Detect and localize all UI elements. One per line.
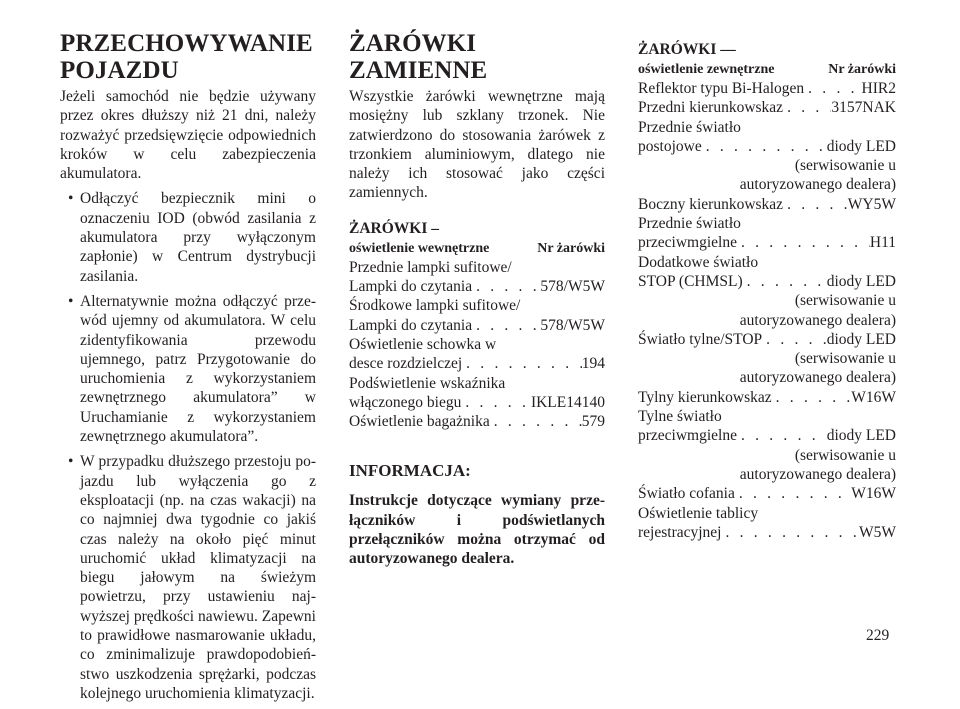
- bulbs-title: ŻARÓWKI ZAMIENNE: [349, 30, 488, 84]
- dot-leader: [472, 316, 540, 335]
- dot-leader: [772, 388, 852, 407]
- bullet-text: W przypadku dłuższego przestoju pojazdu lub wyłączenia go z eksploatacji (np. na czas wakacji) na co najmniej dwa tygodnie co jakiś czas należy na około pięć minut uruchomić układ klimatyzacji na biegu jałowym na świeżym powietrzu, przy ustawieniu najwyższej prędkości nawiewu. Zapewni to prawidłowe nasmarowanie układu, co zminimalizuje prawdopodobieństwo uszkodzenia sprężarki, podczas kolejnego uruchomienia klimatyzacji.: [80, 453, 316, 702]
- interior-table-header: [349, 240, 605, 258]
- table-row: [638, 426, 896, 445]
- bulb-number: 194: [581, 355, 605, 373]
- service-note: autoryzowanego dealera): [739, 465, 896, 483]
- entry-label: Przedni kierunkowskaz: [638, 99, 784, 117]
- interior-col-right: Nr żarówki: [537, 240, 605, 256]
- bullet-text: Odłączyć bezpiecznik mini o oznaczeniu IOD (obwód zasilania z akumulatora przy wyłączonym zapłonie) w Centrum dystrybucji zasilania.: [80, 190, 316, 285]
- list-item: [60, 189, 316, 285]
- bulb-number: diody LED: [826, 330, 896, 348]
- dot-leader: [783, 98, 831, 117]
- table-row: [638, 388, 896, 407]
- exterior-col-right: Nr żarówki: [828, 62, 896, 77]
- storage-title: PRZECHOWYWANIE POJAZDU: [60, 30, 313, 84]
- bullet-text: Alternatywnie można odłączyć przewód ujemny od akumulatora. W celu zidentyfikowania przewodu ujemnego, patrz Przygotowanie do uruchomienia z wykorzystaniem zewnętrznego akumulatora” w Uruchamianie z wykorzystaniem zewnętrznego akumulatora”.: [80, 292, 316, 446]
- entry-label-line: Przednie światło: [638, 118, 741, 136]
- entry-label-line: Oświetlenie tablicy: [638, 504, 759, 522]
- entry-label: Tylny kierunkowskaz: [638, 388, 772, 406]
- page-number: 229: [866, 627, 890, 644]
- bulb-number: HIR2: [861, 80, 896, 97]
- entry-label: Światło cofania: [638, 485, 735, 503]
- entry-label-line: Środkowe lampki sufitowe/: [349, 297, 521, 315]
- entry-label-line: Tylne światło: [638, 408, 722, 426]
- dot-leader: [472, 277, 540, 296]
- dot-leader: [804, 79, 861, 98]
- entry-label: rejestracyjnej: [638, 523, 722, 541]
- entry-label-line: Przednie lampki sufitowe/: [349, 258, 512, 276]
- dot-leader: [737, 426, 827, 445]
- bullet-icon: •: [68, 292, 74, 310]
- entry-label-line: Oświetlenie schowka w: [349, 335, 497, 353]
- exterior-col-left: oświetlenie zewnętrzne: [638, 62, 775, 77]
- table-row: [638, 330, 896, 349]
- info-text: Instrukcje dotyczące wymiany przełączników i podświetlanych przełączników można otrzymać od autoryzowanego dealera.: [349, 492, 605, 568]
- bulb-number: W5W: [858, 523, 896, 541]
- bulb-number: W16W: [851, 485, 896, 503]
- entry-label-line: Podświetlenie wskaźnika: [349, 374, 506, 392]
- exterior-bulbs-section: [638, 30, 896, 542]
- table-row: [349, 316, 605, 335]
- service-note: (serwisowanie u: [794, 157, 896, 175]
- bulb-number: WY5W: [847, 195, 896, 213]
- entry-label: postojowe: [638, 137, 702, 155]
- bulbs-intro: Wszystkie żarówki wewnętrzne mają mosiężny lub szklany trzonek. Nie zatwierdzono do stosowania żarówek z trzonkiem aluminiowym, dlatego nie należy ich stosować jako części zamiennych.: [349, 88, 605, 202]
- entry-label: przeciwmgielne: [638, 427, 737, 445]
- table-row: [349, 393, 605, 412]
- entry-label: włączonego biegu: [349, 393, 462, 411]
- bulb-number: diody LED: [826, 272, 896, 290]
- interior-bulb-list: [349, 258, 605, 432]
- dot-leader: [461, 393, 531, 412]
- table-row: [638, 79, 896, 98]
- bulb-number: 3157NAK: [831, 99, 896, 117]
- dot-leader: [743, 272, 827, 291]
- bullet-icon: •: [68, 190, 74, 208]
- table-row: [638, 98, 896, 117]
- storage-bullet-list: [60, 189, 316, 703]
- entry-label: Lampki do czytania: [349, 278, 473, 296]
- service-note: (serwisowanie u: [794, 350, 896, 368]
- entry-label: Boczny kierunkowskaz: [638, 195, 784, 213]
- list-item: [60, 452, 316, 703]
- entry-label: STOP (CHMSL): [638, 272, 743, 290]
- bulb-number: 579: [581, 413, 605, 431]
- bulb-number: 578/W5W: [540, 316, 605, 334]
- interior-heading: ŻARÓWKI –: [349, 219, 439, 237]
- bulb-number: diody LED: [826, 427, 896, 445]
- interior-col-left: oświetlenie wewnętrzne: [349, 240, 490, 256]
- table-row: [638, 195, 896, 214]
- service-note: (serwisowanie u: [794, 446, 896, 464]
- info-heading: INFORMACJA:: [349, 461, 471, 481]
- list-item: [60, 292, 316, 446]
- exterior-heading: ŻARÓWKI —: [638, 41, 736, 58]
- dot-leader: [702, 137, 827, 156]
- table-row: [638, 137, 896, 156]
- service-note: (serwisowanie u: [794, 292, 896, 310]
- entry-label-line: Dodatkowe światło: [638, 253, 759, 271]
- entry-label: przeciwmgielne: [638, 234, 737, 252]
- service-note: autoryzowanego dealera): [739, 311, 896, 329]
- dot-leader: [762, 330, 827, 349]
- entry-label: Światło tylne/STOP: [638, 330, 763, 348]
- bulb-number: W16W: [851, 388, 896, 406]
- bulb-number: diody LED: [826, 137, 896, 155]
- bulbs-section: [349, 30, 605, 569]
- entry-label: Lampki do czytania: [349, 316, 473, 334]
- table-row: [349, 354, 605, 373]
- service-note: autoryzowanego dealera): [739, 369, 896, 387]
- table-row: [638, 523, 896, 542]
- exterior-bulb-list: [638, 79, 896, 542]
- table-row: [349, 412, 605, 431]
- exterior-table-header: [638, 61, 896, 79]
- dot-leader: [783, 195, 848, 214]
- service-note: autoryzowanego dealera): [739, 176, 896, 194]
- bulb-number: H11: [869, 234, 896, 252]
- bulb-number: 578/W5W: [540, 278, 605, 296]
- dot-leader: [462, 354, 582, 373]
- bullet-icon: •: [68, 453, 74, 471]
- storage-section: [60, 30, 316, 709]
- table-row: [638, 233, 896, 252]
- dot-leader: [721, 523, 859, 542]
- entry-label: Oświetlenie bagażnika: [349, 413, 490, 431]
- dot-leader: [735, 484, 851, 503]
- table-row: [349, 277, 605, 296]
- entry-label: desce rozdzielczej: [349, 355, 463, 373]
- entry-label-line: Przednie światło: [638, 215, 741, 233]
- dot-leader: [737, 233, 870, 252]
- bulb-number: IKLE14140: [530, 393, 605, 411]
- storage-intro: Jeżeli samochód nie będzie używany przez okres dłuższy niż 21 dni, należy rozważyć przedsięwzięcie odpowiednich kroków w celu zabezpieczenia akumulatora.: [60, 88, 316, 183]
- table-row: [638, 272, 896, 291]
- dot-leader: [490, 412, 582, 431]
- table-row: [638, 484, 896, 503]
- entry-label: Reflektor typu Bi-Halogen: [638, 80, 805, 97]
